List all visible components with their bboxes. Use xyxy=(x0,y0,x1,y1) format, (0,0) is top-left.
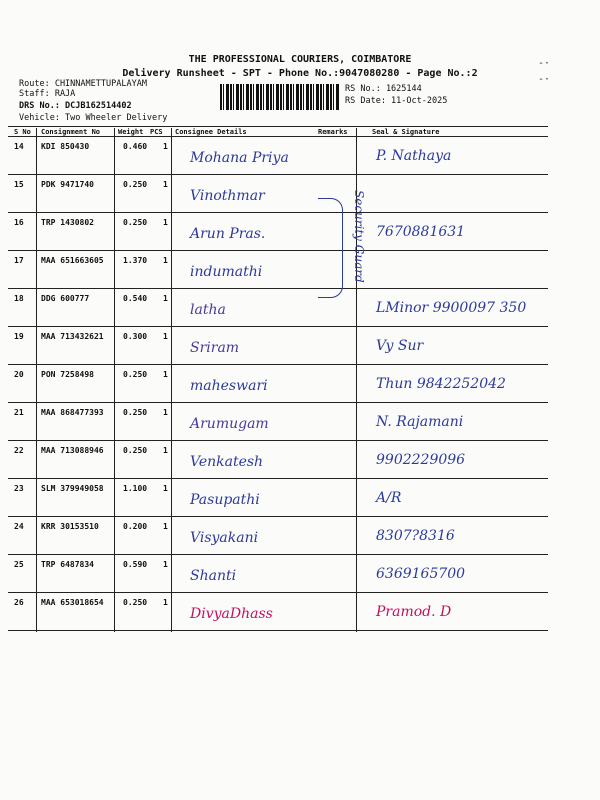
row-pcs: 1 xyxy=(163,332,168,341)
row-consignee-signature: DivyaDhass xyxy=(190,606,273,622)
row-pcs: 1 xyxy=(163,218,168,227)
row-sno: 26 xyxy=(14,598,24,607)
row-rule xyxy=(8,288,548,289)
runsheet-subtitle: Delivery Runsheet - SPT - Phone No.:9047080280 - Page No.:2 xyxy=(122,68,478,79)
row-consignment: MAA 651663605 xyxy=(41,256,104,265)
row-sno: 23 xyxy=(14,484,24,493)
row-consignment: MAA 713432621 xyxy=(41,332,104,341)
row-pcs: 1 xyxy=(163,522,168,531)
row-weight: 1.100 xyxy=(123,484,148,493)
row-rule xyxy=(8,326,548,327)
col-remarks: Remarks xyxy=(318,128,348,136)
rs-number: RS No.: 1625144 xyxy=(345,84,422,94)
row-weight: 0.200 xyxy=(123,522,148,531)
row-sno: 14 xyxy=(14,142,24,151)
row-weight: 0.540 xyxy=(123,294,148,303)
column-divider xyxy=(114,128,115,632)
row-seal-signature: Thun 9842252042 xyxy=(376,376,506,392)
row-consignment: KDI 850430 xyxy=(41,142,90,151)
row-sno: 17 xyxy=(14,256,24,265)
row-sno: 16 xyxy=(14,218,24,227)
row-consignee-signature: Shanti xyxy=(190,568,237,584)
row-consignee-signature: indumathi xyxy=(190,264,263,280)
column-divider xyxy=(171,128,172,632)
row-seal-signature: 9902229096 xyxy=(376,452,466,468)
row-consignee-signature: Sriram xyxy=(190,340,240,356)
route: Route: CHINNAMETTUPALAYAM xyxy=(19,79,147,89)
row-pcs: 1 xyxy=(163,294,168,303)
col-pcs: PCS xyxy=(150,128,163,136)
row-rule xyxy=(8,516,548,517)
row-rule xyxy=(8,250,548,251)
row-seal-signature: 7670881631 xyxy=(376,224,466,240)
row-consignment: TRP 1430802 xyxy=(41,218,94,227)
row-pcs: 1 xyxy=(163,256,168,265)
col-seal: Seal & Signature xyxy=(372,128,440,136)
row-pcs: 1 xyxy=(163,408,168,417)
row-rule xyxy=(8,212,548,213)
row-weight: 0.300 xyxy=(123,332,148,341)
row-consignment: SLM 379949058 xyxy=(41,484,104,493)
column-divider xyxy=(36,128,37,632)
row-consignee-signature: latha xyxy=(190,302,226,318)
row-weight: 0.250 xyxy=(123,370,148,379)
row-rule xyxy=(8,478,548,479)
row-seal-signature: P. Nathaya xyxy=(376,148,452,164)
vehicle: Vehicle: Two Wheeler Delivery xyxy=(19,113,168,123)
row-weight: 0.590 xyxy=(123,560,148,569)
row-consignment: MAA 653018654 xyxy=(41,598,104,607)
row-seal-signature: Pramod. D xyxy=(376,604,452,620)
row-sno: 21 xyxy=(14,408,24,417)
row-consignment: TRP 6487834 xyxy=(41,560,94,569)
row-weight: 0.250 xyxy=(123,408,148,417)
row-seal-signature: N. Rajamani xyxy=(376,414,464,430)
row-weight: 0.250 xyxy=(123,446,148,455)
row-consignment: PON 7258498 xyxy=(41,370,94,379)
row-sno: 24 xyxy=(14,522,24,531)
col-consignment: Consignment No xyxy=(41,128,101,136)
corner-mark: -· xyxy=(538,74,551,85)
remarks-vertical: Security Guard xyxy=(352,190,366,283)
row-consignment: KRR 30153510 xyxy=(41,522,99,531)
row-rule xyxy=(8,630,548,631)
corner-mark: -· xyxy=(538,58,551,69)
row-consignment: MAA 868477393 xyxy=(41,408,104,417)
row-sno: 22 xyxy=(14,446,24,455)
row-pcs: 1 xyxy=(163,370,168,379)
row-consignee-signature: maheswari xyxy=(190,378,268,394)
row-rule xyxy=(8,174,548,175)
row-sno: 15 xyxy=(14,180,24,189)
row-rule xyxy=(8,402,548,403)
row-consignment: MAA 713088946 xyxy=(41,446,104,455)
row-weight: 0.460 xyxy=(123,142,148,151)
bracket-mark xyxy=(318,198,343,298)
row-pcs: 1 xyxy=(163,560,168,569)
row-seal-signature: LMinor 9900097 350 xyxy=(376,300,527,316)
staff: Staff: RAJA xyxy=(19,89,76,99)
row-sno: 20 xyxy=(14,370,24,379)
row-consignee-signature: Arun Pras. xyxy=(190,226,266,242)
drs-number: DRS No.: DCJB162514402 xyxy=(19,101,132,111)
row-rule xyxy=(8,440,548,441)
row-seal-signature: 8307?8316 xyxy=(376,528,455,544)
row-rule xyxy=(8,554,548,555)
row-pcs: 1 xyxy=(163,446,168,455)
row-consignment: DDG 600777 xyxy=(41,294,90,303)
row-pcs: 1 xyxy=(163,142,168,151)
row-seal-signature: 6369165700 xyxy=(376,566,466,582)
header-rule xyxy=(8,136,548,137)
rs-date: RS Date: 11-Oct-2025 xyxy=(345,96,448,106)
table-top-rule xyxy=(8,126,548,127)
row-consignment: PDK 9471740 xyxy=(41,180,94,189)
row-seal-signature: A/R xyxy=(376,490,402,506)
col-consignee: Consignee Details xyxy=(175,128,247,136)
row-pcs: 1 xyxy=(163,598,168,607)
row-weight: 1.370 xyxy=(123,256,148,265)
row-seal-signature: Vy Sur xyxy=(376,338,424,354)
row-sno: 18 xyxy=(14,294,24,303)
company-title: THE PROFESSIONAL COURIERS, COIMBATORE xyxy=(188,54,412,65)
row-pcs: 1 xyxy=(163,484,168,493)
row-sno: 25 xyxy=(14,560,24,569)
row-weight: 0.250 xyxy=(123,598,148,607)
row-consignee-signature: Vinothmar xyxy=(190,188,265,204)
col-weight: Weight xyxy=(118,128,144,136)
row-weight: 0.250 xyxy=(123,218,148,227)
row-weight: 0.250 xyxy=(123,180,148,189)
row-rule xyxy=(8,592,548,593)
barcode xyxy=(220,84,340,110)
col-sno: S No xyxy=(14,128,31,136)
row-pcs: 1 xyxy=(163,180,168,189)
row-consignee-signature: Pasupathi xyxy=(190,492,260,508)
row-consignee-signature: Mohana Priya xyxy=(190,150,289,166)
row-consignee-signature: Visyakani xyxy=(190,530,259,546)
row-rule xyxy=(8,364,548,365)
row-sno: 19 xyxy=(14,332,24,341)
row-consignee-signature: Arumugam xyxy=(190,416,269,432)
row-consignee-signature: Venkatesh xyxy=(190,454,264,470)
